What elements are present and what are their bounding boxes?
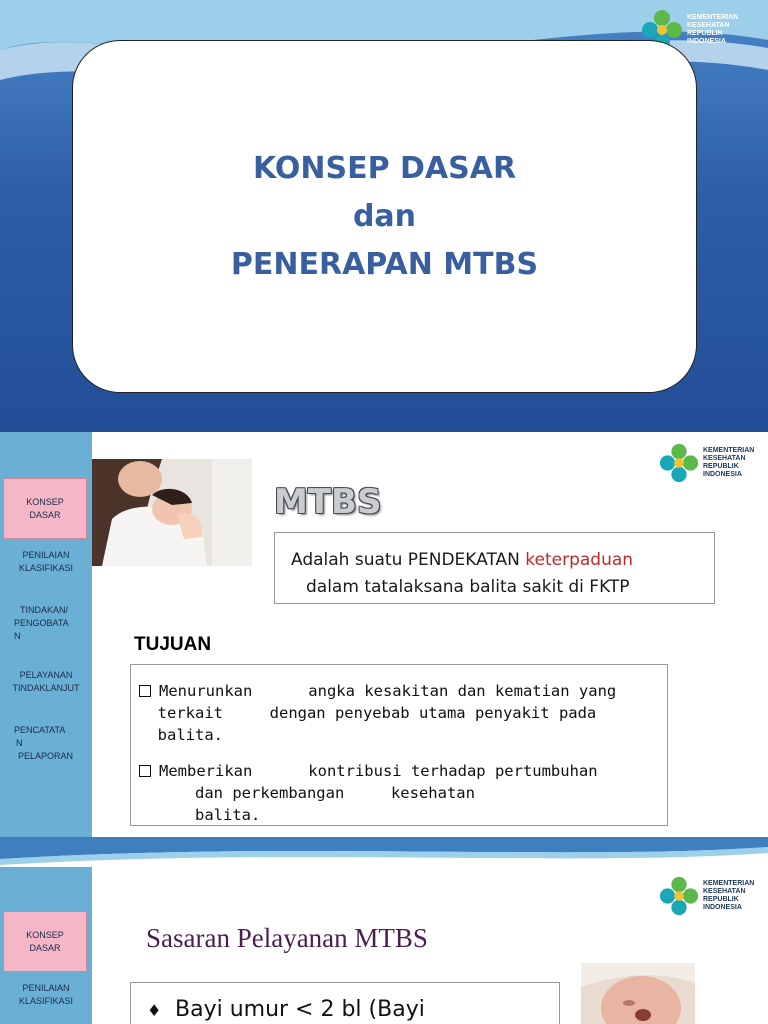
kemenkes-logo-icon — [658, 442, 700, 484]
sidebar-item-label: KONSEP — [26, 497, 64, 507]
section-sidebar — [0, 867, 92, 1024]
sidebar-item-label: PENGOBATA — [14, 618, 69, 628]
logo-line: INDONESIA — [703, 904, 742, 911]
title-line-1: KONSEP DASAR — [252, 150, 517, 186]
sidebar-item-penilaian[interactable] — [0, 549, 92, 575]
goals-box — [130, 664, 668, 826]
sidebar-item-tindakan[interactable] — [0, 604, 92, 643]
logo-line: INDONESIA — [687, 38, 726, 45]
kemenkes-logo-text — [703, 880, 754, 912]
title-card — [72, 40, 697, 393]
title-line-2: dan — [352, 198, 417, 234]
baby-photo — [581, 963, 695, 1024]
sidebar-item-label: N — [14, 631, 21, 641]
logo-line: REPUBLIK — [703, 463, 739, 470]
definition-box — [274, 532, 715, 604]
sidebar-item-pelayanan[interactable] — [0, 669, 92, 695]
goal-item — [139, 680, 616, 746]
tujuan-label: TUJUAN — [134, 634, 212, 655]
kemenkes-logo-text — [703, 447, 754, 479]
sidebar-item-label: KLASIFIKASI — [18, 996, 74, 1006]
logo-line: KEMENTERIAN — [687, 14, 739, 21]
checkbox-icon — [139, 685, 151, 697]
title-line-3: PENERAPAN MTBS — [230, 246, 539, 282]
logo-line: KESEHATAN — [687, 22, 730, 29]
mtbs-definition-slide — [0, 432, 768, 837]
sidebar-item-label: TINDAKLANJUT — [12, 683, 80, 693]
sidebar-item-label: PENCATATA — [14, 725, 66, 735]
decorative-wave — [0, 837, 768, 867]
goal-line: terkait dengan penyebab utama penyakit pada — [157, 704, 597, 722]
sidebar-item-label: KLASIFIKASI — [18, 563, 74, 573]
sidebar-item-label: TINDAKAN/ — [20, 605, 69, 615]
sidebar-item-label: PENILAIAN — [22, 983, 70, 993]
slide-heading: Sasaran Pelayanan MTBS — [146, 923, 428, 953]
sidebar-item-penilaian[interactable] — [0, 982, 92, 1008]
logo-line: KESEHATAN — [703, 888, 746, 895]
goal-line: balita. — [157, 726, 223, 744]
goal-line: Menurunkan angka kesakitan dan kematian yang — [159, 682, 617, 700]
logo-line: KESEHATAN — [703, 455, 746, 462]
definition-text: Adalah suatu PENDEKATAN — [291, 550, 526, 570]
definition-line-1 — [291, 550, 633, 570]
kemenkes-logo — [658, 442, 754, 484]
targets-box — [130, 982, 560, 1024]
sidebar-item-label: PELAPORAN — [18, 751, 74, 761]
sidebar-item-konsep-dasar[interactable] — [3, 911, 87, 972]
sidebar-item-konsep-dasar[interactable] — [3, 478, 87, 539]
sidebar-item-label: DASAR — [29, 510, 61, 520]
checkbox-icon — [139, 765, 151, 777]
goal-line: balita. — [157, 806, 261, 824]
slide-heading: MTBS — [274, 482, 382, 522]
kemenkes-logo-text — [687, 14, 738, 46]
diamond-bullet-icon: ♦ — [147, 1001, 162, 1020]
logo-line: INDONESIA — [703, 471, 742, 478]
definition-highlight: keterpaduan — [525, 550, 634, 570]
logo-line: KEMENTERIAN — [703, 880, 755, 887]
target-item — [147, 997, 425, 1022]
logo-line: REPUBLIK — [687, 30, 723, 37]
sidebar-item-label: DASAR — [29, 943, 61, 953]
sidebar-item-pencatatan[interactable] — [0, 724, 92, 763]
logo-line: REPUBLIK — [703, 896, 739, 903]
sidebar-item-label: PELAYANAN — [19, 670, 73, 680]
title-slide — [0, 0, 768, 432]
sasaran-slide — [0, 837, 768, 1024]
goal-line: dan perkembangan kesehatan — [157, 784, 475, 802]
goal-item — [139, 760, 598, 826]
section-sidebar — [0, 432, 92, 837]
sidebar-item-label: N — [16, 738, 23, 748]
sidebar-item-label: KONSEP — [26, 930, 64, 940]
logo-line: KEMENTERIAN — [703, 447, 755, 454]
mother-child-photo — [92, 459, 252, 566]
target-text: Bayi umur < 2 bl (Bayi — [175, 997, 425, 1022]
kemenkes-logo-icon — [658, 875, 700, 917]
kemenkes-logo — [658, 875, 754, 917]
goal-line: Memberikan kontribusi terhadap pertumbuhan — [159, 762, 598, 780]
definition-line-2: dalam tatalaksana balita sakit di FKTP — [306, 577, 630, 597]
sidebar-item-label: PENILAIAN — [22, 550, 70, 560]
